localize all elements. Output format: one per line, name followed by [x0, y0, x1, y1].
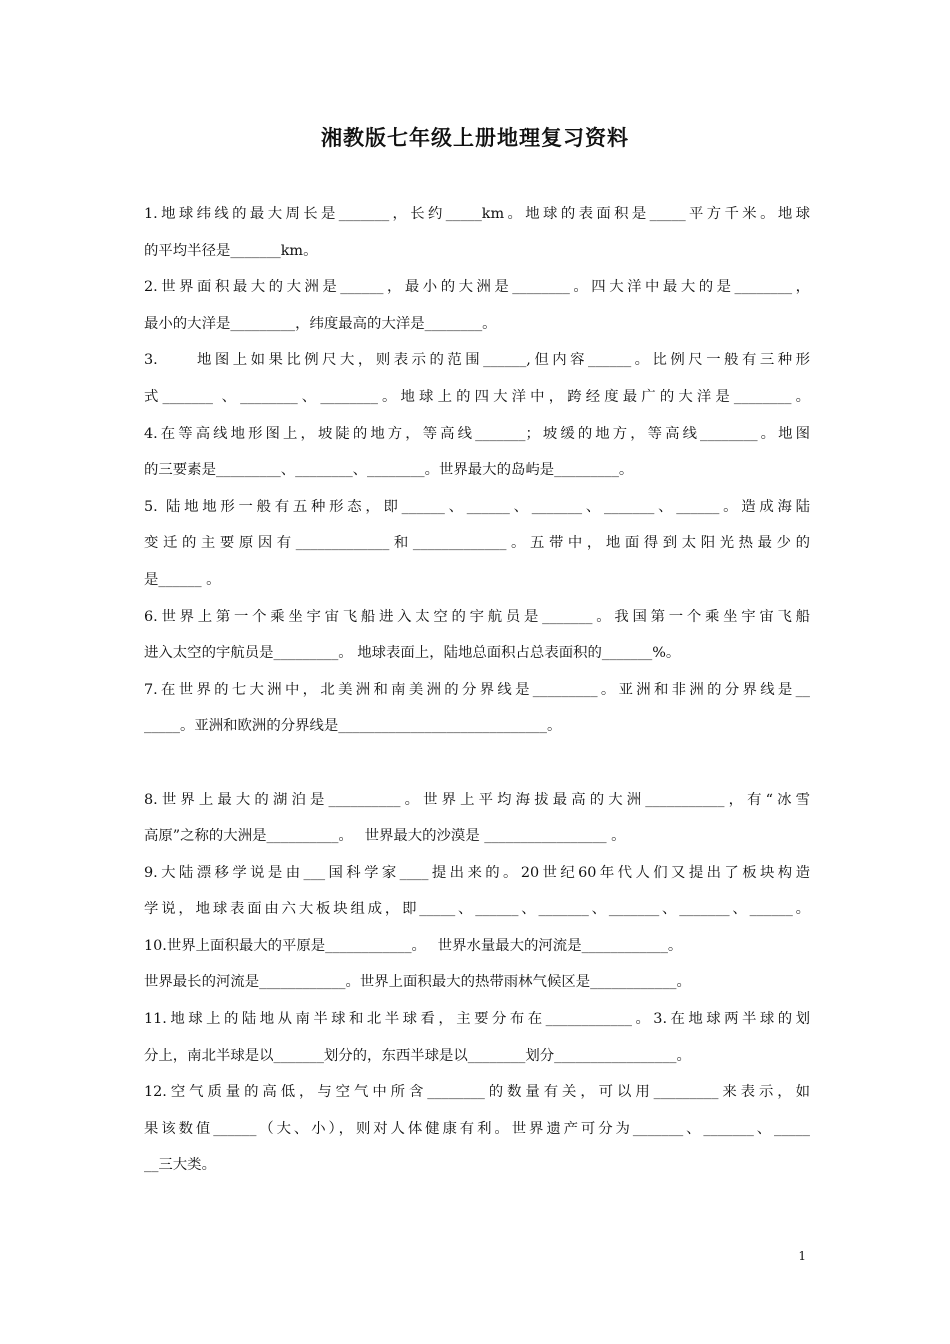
text-line: 6.世界上第一个乘坐宇宙飞船进入太空的宇航员是_______。我国第一个乘坐宇宙飞船 — [144, 608, 810, 625]
page-number: 1 — [798, 1249, 806, 1263]
page-title: 湘教版七年级上册地理复习资料 — [321, 125, 629, 150]
text-line: 变迁的主要原因有_____________和_____________。五带中，地面得到太阳光热最少的 — [144, 535, 810, 552]
text-line: 12.空气质量的高低，与空气中所含________的数量有关，可以用_________来表示，如 — [144, 1084, 810, 1101]
blank-line — [144, 745, 810, 782]
text-line: 果该数值______（大、小），则对人体健康有利。世界遗产可分为_______、_______、_____ — [144, 1120, 810, 1137]
text-line: 世界最长的河流是____________。世界上面积最大的热带雨林气候区是____________。 — [144, 974, 691, 991]
text-line: _____。亚洲和欧洲的分界线是_____________________________。 — [144, 718, 562, 735]
text-line: 7.在世界的七大洲中，北美洲和南美洲的分界线是_________。亚洲和非洲的分界线是__ — [144, 681, 810, 698]
text-line: 8.世界上最大的湖泊是__________。世界上平均海拔最高的大洲___________，有“冰雪 — [144, 791, 810, 808]
text-line: 2.世界面积最大的大洲是______，最小的大洲是________。四大洋中最大的是________， — [144, 279, 810, 296]
text-line: 10.世界上面积最大的平原是____________。 世界水量最大的河流是____________。 — [144, 937, 683, 954]
text-line: 式_______ 、________、________。地球上的四大洋中，跨经度最广的大洋是________。 — [144, 388, 810, 405]
text-line: 11.地球上的陆地从南半球和北半球看，主要分布在____________。3.在地球两半球的划 — [144, 1011, 810, 1028]
text-line: 最小的大洋是_________，纬度最高的大洋是________。 — [144, 315, 497, 332]
text-line: 的平均半径是_______km。 — [144, 242, 318, 259]
text-line: 4.在等高线地形图上，坡陡的地方，等高线_______；坡缓的地方，等高线________。地图 — [144, 425, 810, 442]
text-line: 3. 地图上如果比例尺大，则表示的范围______,但内容______。比例尺一般有三种形 — [144, 352, 810, 369]
text-line: 是______ 。 — [144, 571, 221, 588]
text-line: 分上，南北半球是以_______划分的，东西半球是以________划分_________________。 — [144, 1047, 691, 1064]
text-line: 学说，地球表面由六大板块组成，即_____、______、_______、_______、_______、______。 — [144, 901, 810, 918]
document-body — [144, 196, 810, 1184]
text-line: 高原”之称的大洲是__________。 世界最大的沙漠是 _________________ 。 — [144, 828, 626, 845]
text-line: 进入太空的宇航员是_________。 地球表面上，陆地总面积占总表面积的_______%。 — [144, 645, 681, 662]
text-line: 的三要素是_________、________、________。世界最大的岛屿是_________。 — [144, 462, 634, 479]
text-line: 9.大陆漂移学说是由___国科学家____提出来的。20世纪60年代人们又提出了板块构造 — [144, 864, 810, 881]
text-line: __三大类。 — [144, 1157, 216, 1174]
text-line: 5. 陆地地形一般有五种形态，即______、______、_______、_______、______。造成海陆 — [144, 498, 810, 515]
text-line: 1.地球纬线的最大周长是_______，长约_____km。地球的表面积是_____平方千米。地球 — [144, 206, 810, 222]
